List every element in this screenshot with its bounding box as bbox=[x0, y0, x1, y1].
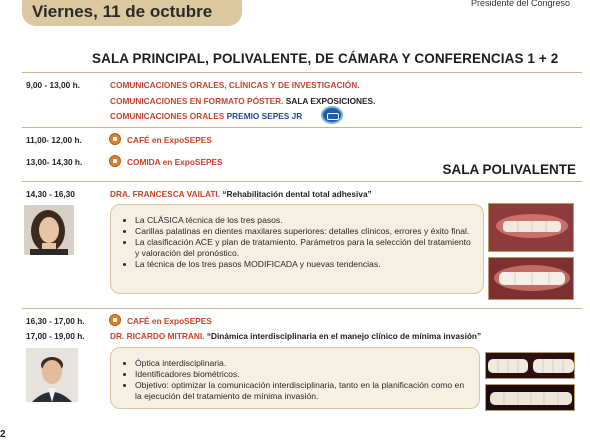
comms-line-2-dark: SALA EXPOSICIONES. bbox=[285, 96, 376, 106]
bullet-item: Carillas palatinas en dientes maxilares superiores: detalles clínicos, errores y éxito final. bbox=[121, 226, 473, 237]
sala-principal-title: SALA PRINCIPAL, POLIVALENTE, DE CÁMARA Y CONFERENCIAS 1 + 2 bbox=[92, 51, 559, 66]
comida-label: COMIDA en ExpoSEPES bbox=[127, 157, 223, 167]
teeth-strip-photo-2 bbox=[485, 384, 575, 411]
cafe1-label: CAFÉ en ExpoSEPES bbox=[127, 135, 212, 145]
divider-rule bbox=[22, 181, 582, 182]
food-icon bbox=[109, 155, 121, 167]
bullet-item: Objetivo: optimizar la comunicación interdisciplinaria, tanto en la planificación como en la ejecución del tratamiento de mínima invasión. bbox=[121, 380, 471, 402]
session1-title: “Rehabilitación dental total adhesiva” bbox=[222, 189, 372, 199]
teeth-photo-1 bbox=[488, 203, 574, 252]
premio-sepes-label: PREMIO SEPES JR bbox=[226, 111, 303, 121]
bullet-item: La técnica de los tres pasos MODIFICADA y nuevas tendencias. bbox=[121, 259, 473, 270]
sepes-logo-icon bbox=[321, 106, 343, 124]
comms-line-2 bbox=[110, 96, 375, 106]
president-caption: Presidente del Congreso bbox=[470, 0, 570, 8]
bullet-item: La clasificación ACE y plan de tratamiento. Parámetros para la selección del tratamiento y valoración del pronóstico. bbox=[121, 237, 473, 259]
session1-bullets bbox=[121, 215, 473, 270]
day-title: Viernes, 11 de octubre bbox=[32, 2, 213, 21]
divider-rule bbox=[22, 127, 582, 128]
teeth-strip-photo-1 bbox=[485, 352, 575, 379]
comms-line-3-red: COMUNICACIONES ORALES bbox=[110, 111, 225, 121]
cafe1-time: 11,00- 12,00 h. bbox=[26, 135, 82, 145]
speaker1-avatar bbox=[24, 205, 74, 255]
coffee-icon bbox=[109, 314, 121, 326]
session2-speaker: DR. RICARDO MITRANI. bbox=[110, 331, 205, 341]
speaker2-avatar bbox=[26, 348, 78, 402]
session2-title: “Dinámica interdisciplinaria en el manejo clínico de mínima invasión” bbox=[206, 331, 482, 341]
day-header-tab bbox=[22, 0, 242, 26]
bullet-item: Óptica interdisciplinaria. bbox=[121, 358, 471, 369]
comms-line-2-red: COMUNICACIONES EN FORMATO PÓSTER. bbox=[110, 96, 284, 106]
cafe2-label: CAFÉ en ExpoSEPES bbox=[127, 316, 212, 326]
comms-line-3 bbox=[110, 111, 302, 121]
cafe2-time: 16,30 - 17,00 h. bbox=[26, 316, 85, 326]
divider-rule bbox=[22, 72, 582, 73]
session2-bullets bbox=[121, 358, 471, 402]
divider-rule bbox=[22, 308, 582, 309]
session2-heading bbox=[110, 331, 481, 341]
comida-time: 13,00- 14,30 h. bbox=[26, 157, 83, 167]
teeth-photo-2 bbox=[488, 257, 574, 300]
bullet-item: Identificadores biométricos. bbox=[121, 369, 471, 380]
page-number: 2 bbox=[0, 429, 6, 440]
session1-speaker: DRA. FRANCESCA VAILATI. bbox=[110, 189, 221, 199]
session1-heading bbox=[110, 189, 372, 199]
comms-time: 9,00 - 13,00 h. bbox=[26, 80, 80, 90]
bullet-item: La CLÁSICA técnica de los tres pasos. bbox=[121, 215, 473, 226]
session2-time: 17,00 - 19,00 h. bbox=[26, 331, 85, 341]
sala-polivalente-title: SALA POLIVALENTE bbox=[442, 162, 576, 177]
coffee-icon bbox=[109, 133, 121, 145]
session1-time: 14,30 - 16,30 bbox=[26, 189, 75, 199]
comms-line-1: COMUNICACIONES ORALES, CLÍNICAS Y DE INVESTIGACIÓN. bbox=[110, 80, 360, 90]
